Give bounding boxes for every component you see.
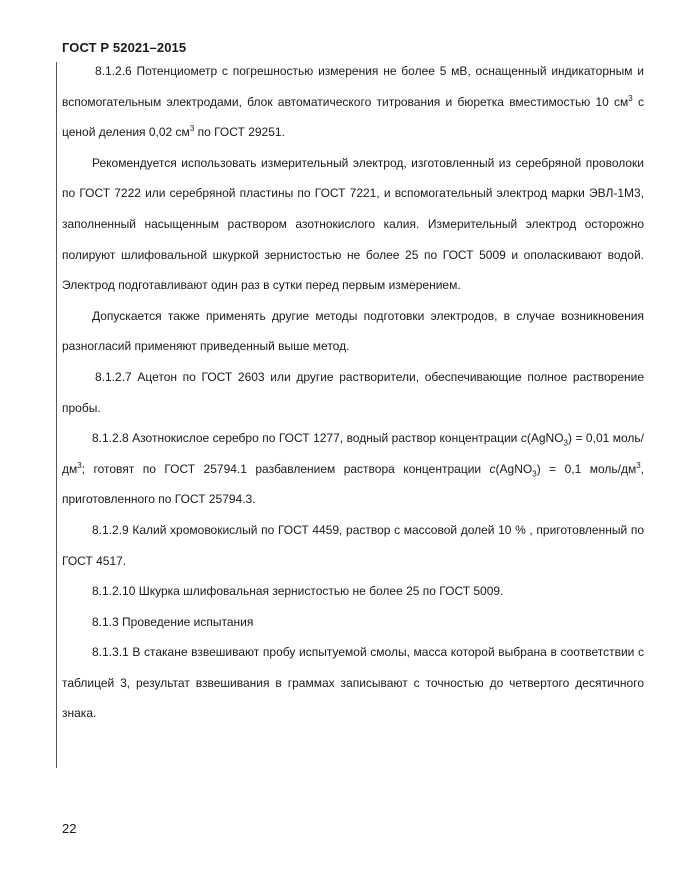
text-segment: 8.1.2.8 Азотнокислое серебро по ГОСТ 1277, водный раствор концентрации xyxy=(92,431,521,446)
text-segment: , приготовленного по ГОСТ 25794.3. xyxy=(62,461,645,507)
paragraph-8-1-2-10: 8.1.2.10 Шкурка шлифовальная зернистостью не более 25 по ГОСТ 5009. xyxy=(92,584,504,599)
text-segment: ) = 0,1 моль/дм xyxy=(536,461,637,476)
text-segment: 8.1.2.6 Потенциометр с погрешностью измерения не более 5 мВ, оснащенный индикаторным и вспомогательным электродами, блок автоматического титрования и бюретка вместимостью 10 см xyxy=(62,64,644,109)
page-number: 22 xyxy=(62,821,77,836)
document-standard-header: ГОСТ Р 52021–2015 xyxy=(62,40,187,55)
superscript: 3 xyxy=(77,460,82,470)
subscript: 3 xyxy=(532,469,537,479)
concentration-symbol: c xyxy=(520,431,527,446)
text-segment: по ГОСТ 29251. xyxy=(194,125,285,140)
paragraph-alternative-methods: Допускается также применять другие методы подготовки электродов, в случае возникновения разногласий применяют приведенный выше метод. xyxy=(62,308,644,354)
document-body xyxy=(62,56,644,729)
paragraph-8-1-3-1: 8.1.3.1 В стакане взвешивают пробу испытуемой смолы, масса которой выбрана в соответствии с таблицей 3, результат взвешивания в граммах записывают с точностью до четвертого десятичного знака. xyxy=(62,645,644,721)
text-segment: ; готовят по ГОСТ 25794.1 разбавлением раствора концентрации xyxy=(81,461,490,476)
text-segment: (AgNO xyxy=(495,461,533,476)
concentration-symbol: c xyxy=(489,461,496,476)
paragraph-recommendation: Рекомендуется использовать измерительный электрод, изготовленный из серебряной проволоки по ГОСТ 7222 или серебряной пластины по ГОСТ 7221, и вспомогательный электрод марки ЭВЛ-1М3, заполненный насыщенным раствором азотнокислого калия. Измерительный электрод осторожно полируют шлифовальной шкуркой зернистостью не более 25 по ГОСТ 5009 и ополаскивают водой. Электрод подготавливают один раз в сутки перед первым измерением. xyxy=(62,155,644,293)
paragraph-8-1-2-6 xyxy=(62,56,644,148)
superscript: 3 xyxy=(189,124,195,134)
superscript: 3 xyxy=(628,93,633,103)
text-segment: с ценой деления 0,02 см xyxy=(62,94,644,140)
paragraph-8-1-2-7: 8.1.2.7 Ацетон по ГОСТ 2603 или другие растворители, обеспечивающие полное растворение пробы. xyxy=(62,369,644,415)
left-margin-rule xyxy=(56,62,57,768)
subscript: 3 xyxy=(563,438,568,448)
paragraph-8-1-2-9: 8.1.2.9 Калий хромовокислый по ГОСТ 4459, раствор с массовой долей 10 % , приготовленный по ГОСТ 4517. xyxy=(62,522,644,568)
text-segment: ) = 0,01 моль/дм xyxy=(62,431,645,476)
superscript: 3 xyxy=(636,460,641,470)
section-heading-8-1-3: 8.1.3 Проведение испытания xyxy=(92,614,254,629)
paragraph-8-1-2-8 xyxy=(62,423,644,515)
text-segment: (AgNO xyxy=(526,431,564,446)
